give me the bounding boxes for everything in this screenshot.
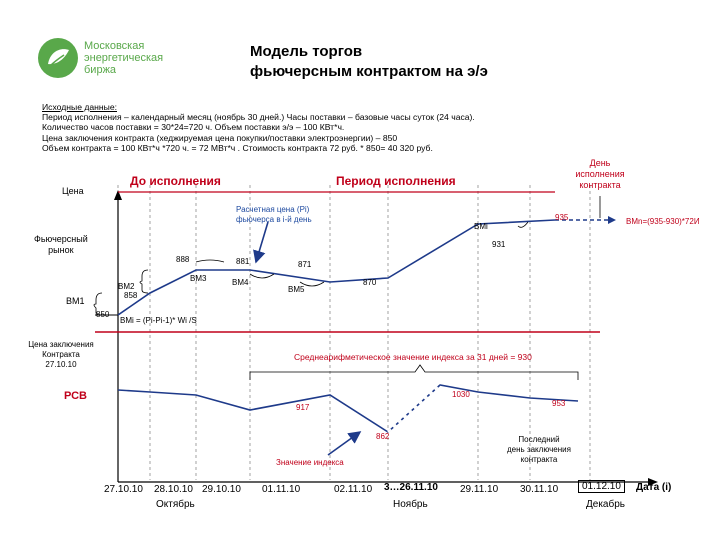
phase-before: До исполнения [130,174,221,188]
vm4-label: ВМ4 [232,278,249,287]
futures-market-label [34,234,88,256]
date-02-11-10: 02.11.10 [334,484,373,495]
source-data-heading: Исходные данные: [42,102,117,112]
index-value-label: Значение индекса [276,458,344,467]
month-october: Октябрь [156,499,195,510]
calc-price-annotation [236,205,312,225]
date-30-11-10: 30.11.10 [520,484,559,495]
last-day-annotation-line3: контракта [520,455,558,464]
vmi-brace [518,222,528,227]
vm1-label: ВМ1 [66,296,85,306]
phase-execution-day [570,158,630,191]
rsv-value-1030: 1030 [452,390,470,399]
futures-value-871: 871 [298,260,312,269]
futures-price-line [118,220,555,315]
calc-price-annotation-line2: фьючерса в i-й день [236,215,312,224]
contract-price-annotation-line1: Цена заключения [28,340,94,349]
date-03-26-11-10: 3…26.11.10 [384,482,438,493]
futures-value-870: 870 [363,278,377,287]
last-day-annotation-line1: Последний [518,435,560,444]
avg-index-brace [250,365,578,380]
month-november: Ноябрь [393,499,428,510]
date-01-11-10: 01.11.10 [262,484,301,495]
source-data-line3: Цена заключения контракта (хеджируемая цена покупки/поставки электроэнергии) – 850 [42,132,398,143]
futures-end-arrow-icon [608,216,616,224]
logo-text-line3: биржа [84,64,117,76]
vm3-brace [196,260,224,262]
date-28-10-10: 28.10.10 [154,484,193,495]
logo-text-line2: энергетическая [84,52,164,64]
last-day-annotation [504,435,574,465]
last-day-annotation-line2: день заключения [507,445,571,454]
source-data-line2: Количество часов поставки = 30*24=720 ч. Объем поставки э/э – 100 КВт*ч. [42,122,345,133]
vm-formula: ВМi = (Pi-Pi-1)* Wi /S [120,316,197,325]
vmi-label: ВМi [474,222,488,231]
title-line2: фьючерсным контрактом на э/э [250,63,488,80]
vm2-label: ВМ2 [118,282,135,291]
futures-value-850: 850 [96,310,110,319]
x-axis-label: Дата (i) [636,482,672,493]
date-27-10-10: 27.10.10 [104,484,143,495]
contract-price-annotation-line3: 27.10.10 [45,360,77,369]
rsv-dashed-segment [388,385,440,432]
logo-text-line1: Московская [84,40,145,52]
contract-price-annotation [26,340,96,370]
futures-value-935: 935 [555,213,569,222]
phase-period: Период исполнения [336,174,456,188]
futures-value-888: 888 [176,255,190,264]
date-29-10-10: 29.10.10 [202,484,241,495]
phase-execution-day-line3: контракта [579,180,621,190]
rsv-price-line [118,385,578,432]
calc-price-annotation-line1: Расчетная цена (Pi) [236,205,310,214]
rsv-value-862: 862 [376,432,390,441]
vm5-label: ВМ5 [288,285,305,294]
index-value-arrow [328,432,360,455]
vmn-formula: ВМn=(935-930)*72И [626,217,700,226]
source-data-line4: Объем контракта = 100 КВт*ч *720 ч. = 72 МВт*ч . Стоимость контракта 72 руб. * 850= 40 320 руб. [42,142,433,153]
futures-market-label-line1: Фьючерсный [34,234,88,244]
futures-value-858: 858 [124,291,138,300]
price-axis-label: Цена [62,186,84,196]
rsv-label: РСВ [64,390,87,402]
phase-execution-day-line1: День [589,158,611,168]
contract-price-annotation-line2: Контракта [42,350,80,359]
source-data-line1: Период исполнения – календарный месяц (ноябрь 30 дней.) Часы поставки – базовые часы суток (24 часа). [42,112,475,123]
month-december: Декабрь [586,499,625,510]
date-29-11-10: 29.11.10 [460,484,499,495]
futures-market-label-line2: рынок [48,245,74,255]
avg-index-label: Среднеарифметическое значение индекса за 31 дней = 930 [294,352,532,362]
date-01-12-10: 01.12.10 [578,480,625,493]
phase-execution-day-line2: исполнения [575,169,625,179]
vm2-brace [140,270,148,293]
calc-price-arrow [256,222,268,262]
rsv-value-917: 917 [296,403,310,412]
title-line1: Модель торгов [250,43,363,60]
rsv-value-953: 953 [552,399,566,408]
vm3-label: ВМ3 [190,274,207,283]
futures-value-881: 881 [236,257,250,266]
futures-value-931: 931 [492,240,506,249]
vm4-brace [250,274,274,278]
